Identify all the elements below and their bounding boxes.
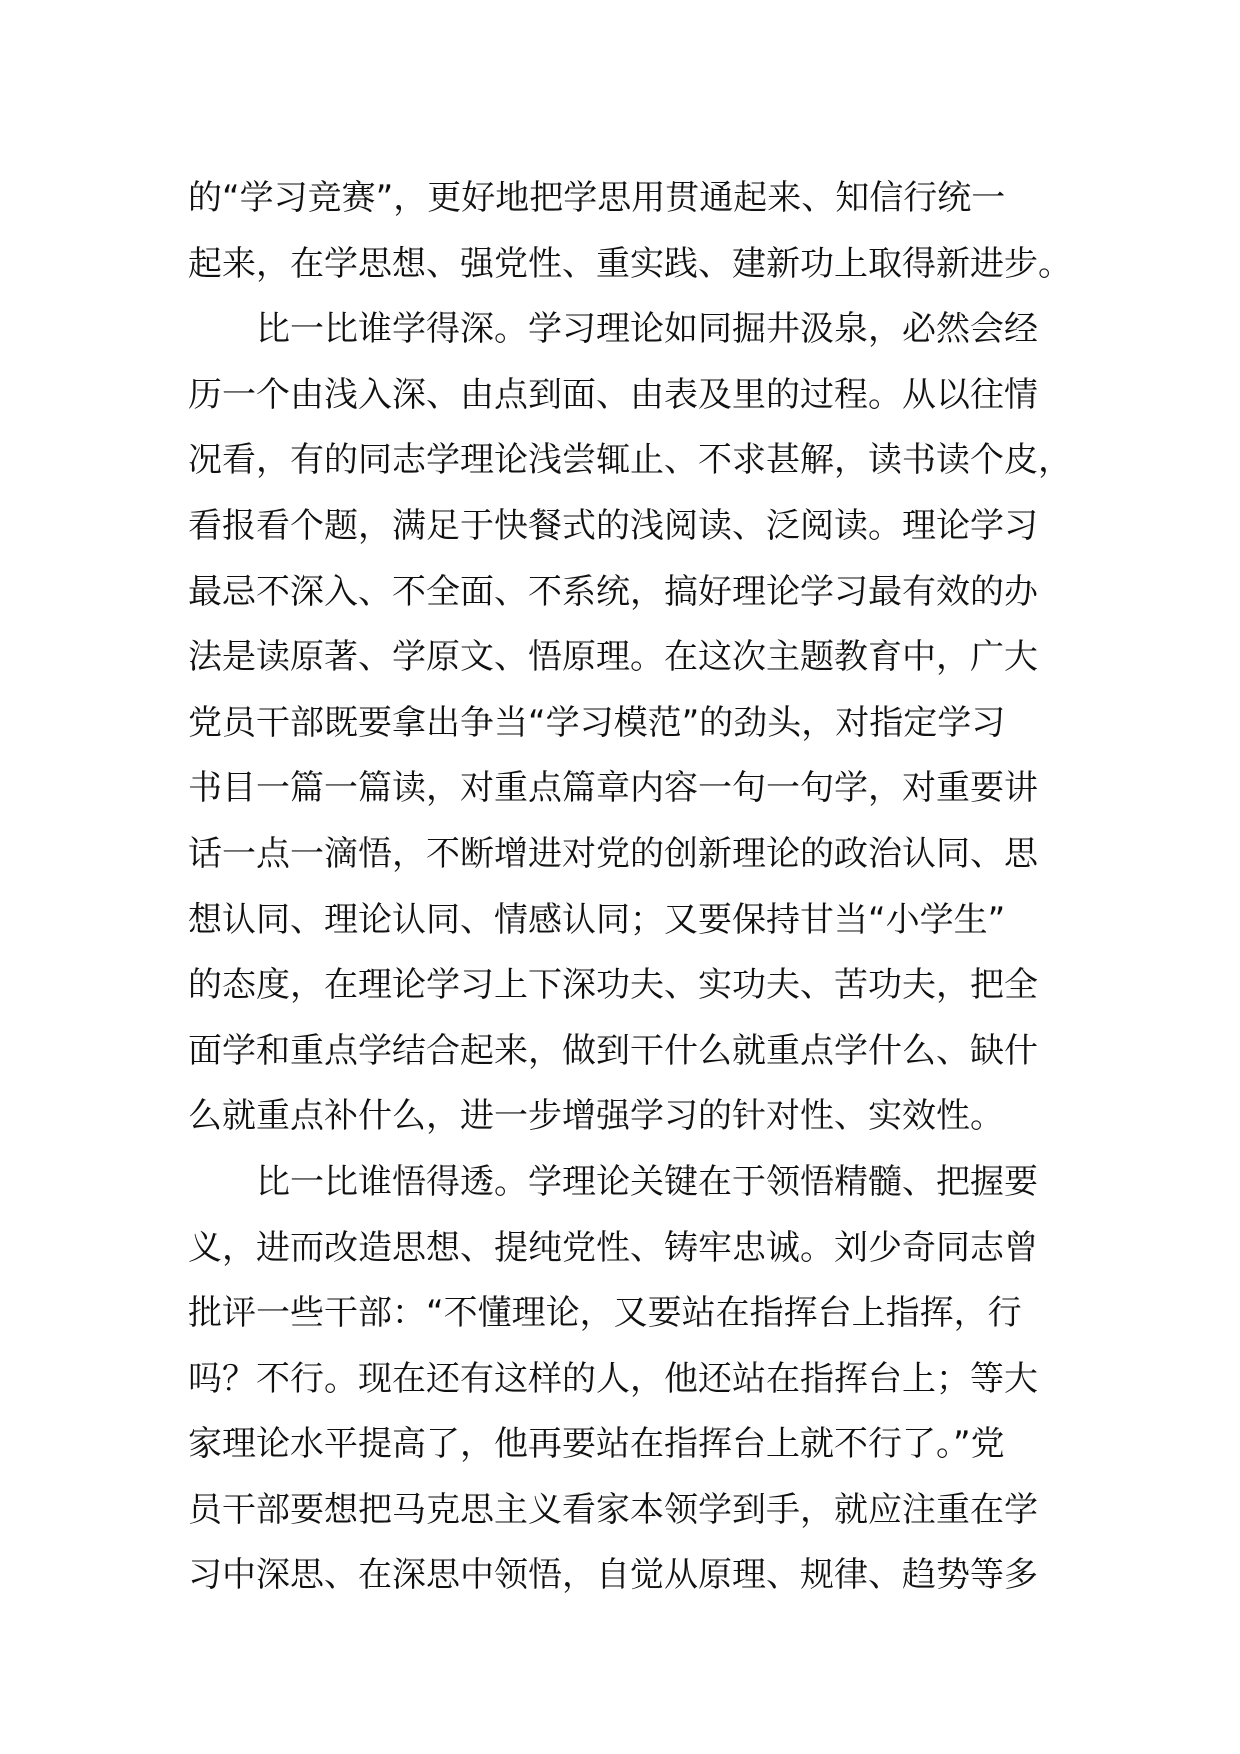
text-line: 历一个由浅入深、由点到面、由表及里的过程。从以往情: [188, 374, 1038, 415]
text-line: 党员干部既要拿出争当“学习模范”的劲头，对指定学习: [188, 702, 1006, 743]
paragraph-start-line: 比一比谁学得深。学习理论如同掘井汲泉，必然会经: [256, 309, 1038, 350]
text-line: 家理论水平提高了，他再要站在指挥台上就不行了。”党: [188, 1424, 1005, 1465]
text-line: 法是读原著、学原文、悟原理。在这次主题教育中，广大: [188, 637, 1038, 678]
text-line: 批评一些干部：“不懂理论，又要站在指挥台上指挥，行: [188, 1293, 1022, 1334]
text-line: 想认同、理论认同、情感认同；又要保持甘当“小学生”: [188, 899, 1006, 940]
text-line: 员干部要想把马克思主义看家本领学到手，就应注重在学: [188, 1489, 1038, 1530]
text-line: 书目一篇一篇读，对重点篇章内容一句一句学，对重要讲: [188, 768, 1038, 809]
text-line: 义，进而改造思想、提纯党性、铸牢忠诚。刘少奇同志曾: [188, 1227, 1038, 1268]
text-line: 么就重点补什么，进一步增强学习的针对性、实效性。: [188, 1096, 1004, 1137]
text-line: 话一点一滴悟，不断增进对党的创新理论的政治认同、思: [188, 833, 1038, 874]
text-line: 的态度，在理论学习上下深功夫、实功夫、苦功夫，把全: [188, 965, 1038, 1006]
paragraph-start-line: 比一比谁悟得透。学理论关键在于领悟精髓、把握要: [256, 1161, 1038, 1202]
text-line: 起来，在学思想、强党性、重实践、建新功上取得新进步。: [188, 243, 1072, 284]
text-line: 习中深思、在深思中领悟，自觉从原理、规律、趋势等多: [188, 1555, 1038, 1596]
body-text: [188, 166, 1072, 1609]
text-line: 最忌不深入、不全面、不系统，搞好理论学习最有效的办: [188, 571, 1038, 612]
text-line: 面学和重点学结合起来，做到干什么就重点学什么、缺什: [188, 1030, 1038, 1071]
text-line: 况看，有的同志学理论浅尝辄止、不求甚解，读书读个皮，: [188, 440, 1072, 481]
text-line: 看报看个题，满足于快餐式的浅阅读、泛阅读。理论学习: [188, 505, 1038, 546]
text-line: 的“学习竞赛”，更好地把学思用贯通起来、知信行统一: [188, 178, 1006, 218]
text-line: 吗？不行。现在还有这样的人，他还站在指挥台上；等大: [188, 1358, 1038, 1399]
